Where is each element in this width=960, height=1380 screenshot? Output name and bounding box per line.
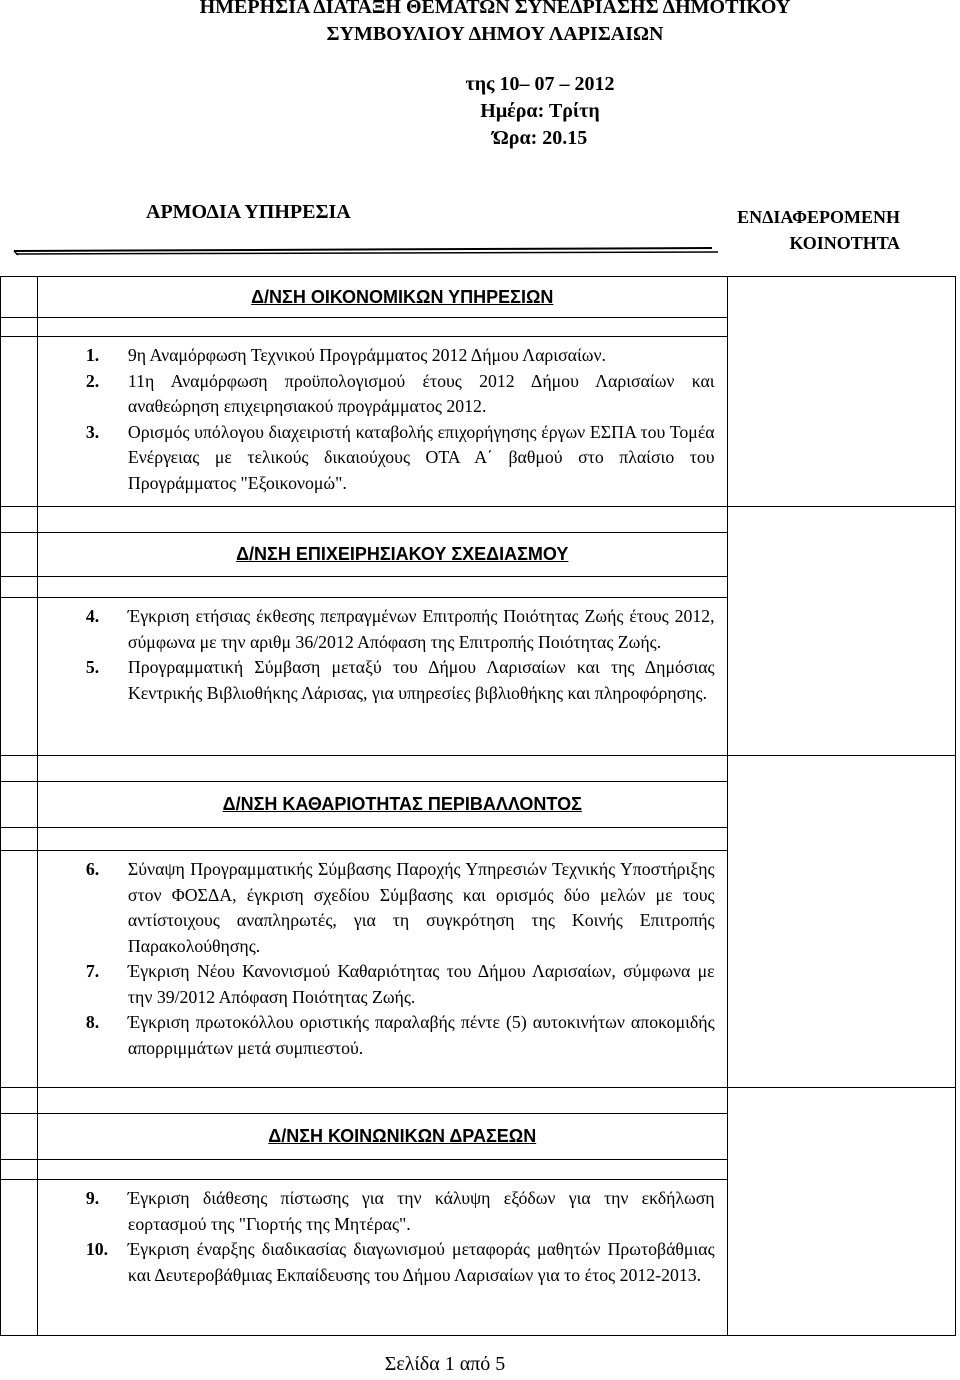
item-text: 11η Αναμόρφωση προϋπολογισμού έτους 2012 Δήμου Λαρισαίων και αναθεώρηση επιχειρησιακού προγράμματος 2012. xyxy=(127,370,715,416)
agenda-item xyxy=(38,369,727,420)
section-title: Δ/ΝΣΗ ΟΙΚΟΝΟΜΙΚΩΝ ΥΠΗΡΕΣΙΩΝ xyxy=(251,286,554,307)
item-number: 5. xyxy=(85,657,100,677)
item-number: 6. xyxy=(85,859,100,879)
item-number: 1. xyxy=(85,345,100,365)
item-number: 4. xyxy=(85,606,100,626)
agenda-item xyxy=(38,857,727,959)
item-number: 7. xyxy=(85,961,100,981)
agenda-item xyxy=(38,604,727,655)
item-number: 8. xyxy=(85,1012,100,1032)
agenda-item xyxy=(38,420,727,497)
meeting-info xyxy=(390,71,690,152)
agenda-item xyxy=(38,959,727,1010)
agenda-item xyxy=(38,655,727,706)
section-title: Δ/ΝΣΗ ΕΠΙΧΕΙΡΗΣΙΑΚΟΥ ΣΧΕΔΙΑΣΜΟΥ xyxy=(236,544,569,564)
meeting-time: Ώρα: 20.15 xyxy=(492,127,588,149)
section-header-row xyxy=(1,277,956,318)
item-number: 2. xyxy=(85,370,100,391)
agenda-table xyxy=(0,276,956,1336)
item-text: Σύναψη Προγραμματικής Σύμβασης Παροχής Υπηρεσιών Τεχνικής Υποστήριξης στον ΦΟΣΔΑ, έγκριση σχεδίου Σύμβασης και ορισμός δύο μελών με τους αντίστοιχους αναπληρωτές, για τη συγκρότηση της Κοινής Επιτροπής Παρακολούθησης. xyxy=(127,859,715,956)
item-text: 9η Αναμόρφωση Τεχνικού Προγράμματος 2012 Δήμου Λαρισαίων. xyxy=(127,345,606,365)
item-text: Έγκριση Νέου Κανονισμού Καθαριότητας του Δήμου Λαρισαίων, σύμφωνα με την 39/2012 Απόφαση Ποιότητας Ζωής. xyxy=(127,961,715,1007)
item-text: Έγκριση ετήσιας έκθεσης πεπραγμένων Επιτροπής Ποιότητας Ζωής έτους 2012, σύμφωνα με την αριθμ 36/2012 Απόφαση της Επιτροπής Ποιότητας Ζωής. xyxy=(127,606,715,652)
title-line-1: ΗΜΕΡΗΣΙΑ ΔΙΑΤΑΞΗ ΘΕΜΑΤΩΝ ΣΥΝΕΔΡΙΑΣΗΣ ΔΗΜΟΤΙΚΟΥ xyxy=(199,0,791,18)
meeting-date: της 10– 07 – 2012 xyxy=(465,73,615,95)
agenda-item xyxy=(38,1186,727,1237)
community-label-line-1: ΕΝΔΙΑΦΕΡΟΜΕΝΗ xyxy=(737,207,900,227)
community-label-line-2: ΚΟΙΝΟΤΗΤΑ xyxy=(789,233,900,253)
meeting-day: Ημέρα: Τρίτη xyxy=(480,100,600,122)
agenda-item xyxy=(38,1010,727,1061)
responsible-service-label: ΑΡΜΟΔΙΑ ΥΠΗΡΕΣΙΑ xyxy=(146,201,351,223)
page-number: Σελίδα 1 από 5 xyxy=(384,1353,506,1375)
document-title xyxy=(0,0,960,48)
item-text: Έγκριση διάθεσης πίστωσης για την κάλυψη εξόδων για την εκδήλωση εορτασμού της "Γιορτής της Μητέρας". xyxy=(127,1188,715,1234)
item-text: Προγραμματική Σύμβαση μεταξύ του Δήμου Λαρισαίων και της Δημόσιας Κεντρικής Βιβλιοθήκης Λάρισας, για υπηρεσίες βιβλιοθήκης και πληροφόρησης. xyxy=(127,657,715,703)
agenda-item xyxy=(38,343,727,369)
section-title: Δ/ΝΣΗ ΚΟΙΝΩΝΙΚΩΝ ΔΡΑΣΕΩΝ xyxy=(268,1126,537,1146)
item-number: 10. xyxy=(85,1239,109,1259)
section-title: Δ/ΝΣΗ ΚΑΘΑΡΙΟΤΗΤΑΣ ΠΕΡΙΒΑΛΛΟΝΤΟΣ xyxy=(222,794,582,814)
item-text: Έγκριση πρωτοκόλλου οριστικής παραλαβής πέντε (5) αυτοκινήτων αποκομιδής απορριμμάτων μετά συμπιεστού. xyxy=(127,1012,715,1058)
item-text: Έγκριση έναρξης διαδικασίας διαγωνισμού μεταφοράς μαθητών Πρωτοβάθμιας και Δευτεροβάθμιας Εκπαίδευσης του Δήμου Λαρισαίων για το έτος 2012-2013. xyxy=(127,1239,715,1285)
decorative-divider xyxy=(12,245,722,257)
agenda-item xyxy=(38,1237,727,1288)
item-text: Ορισμός υπόλογου διαχειριστή καταβολής επιχορήγησης έργων ΕΣΠΑ του Τομέα Ενέργειας με τελικούς δικαιούχους ΟΤΑ Α΄ βαθμού στο πλαίσιο του Προγράμματος "Εξοικονομώ". xyxy=(127,421,715,493)
item-number: 3. xyxy=(85,421,100,442)
item-number: 9. xyxy=(85,1188,100,1208)
title-line-2: ΣΥΜΒΟΥΛΙΟΥ ΔΗΜΟΥ ΛΑΡΙΣΑΙΩΝ xyxy=(326,23,664,45)
